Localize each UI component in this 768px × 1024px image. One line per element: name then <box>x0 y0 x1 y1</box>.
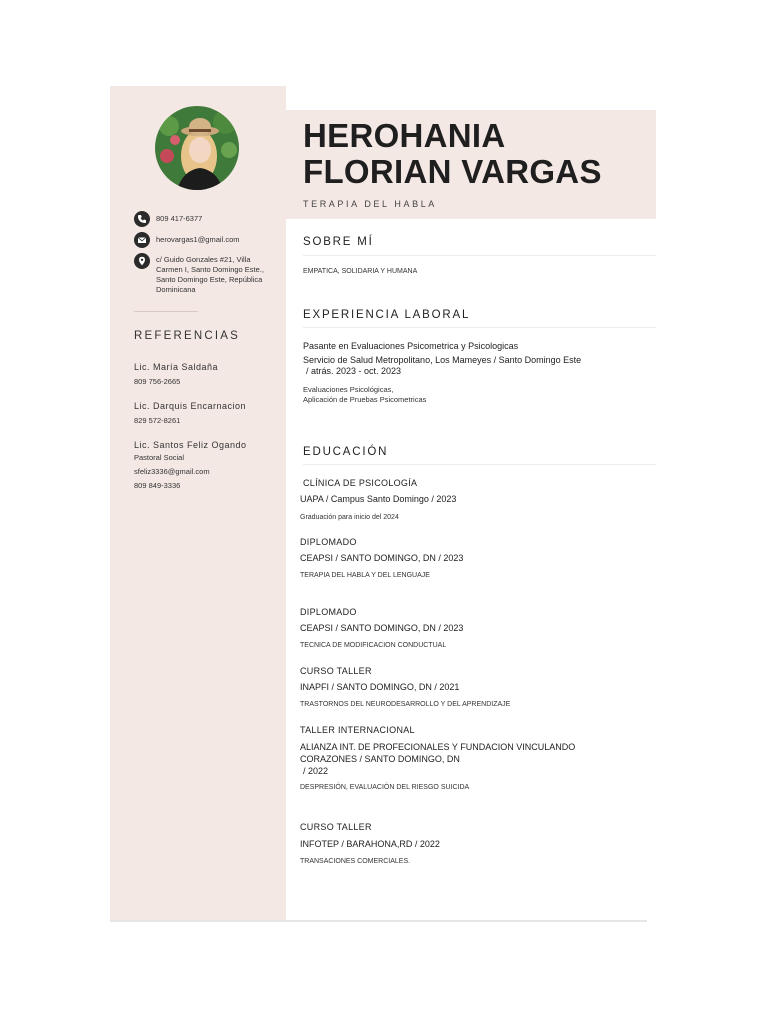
location-pin-icon <box>134 253 150 269</box>
education-institution: CEAPSI / SANTO DOMINGO, DN / 2023 <box>300 553 464 563</box>
education-heading: EDUCACIÓN <box>303 446 389 458</box>
section-divider <box>303 327 656 328</box>
about-text: EMPATICA, SOLIDARIA Y HUMANA <box>303 268 418 275</box>
education-institution: INFOTEP / BARAHONA,RD / 2022 <box>300 839 440 849</box>
contact-address <box>134 253 266 295</box>
phone-icon <box>134 211 150 227</box>
reference-role: Pastoral Social <box>134 453 185 462</box>
education-institution-line: CORAZONES / SANTO DOMINGO, DN <box>300 754 460 764</box>
job-title: Pasante en Evaluaciones Psicometrica y Psicologicas <box>303 341 519 351</box>
job-description <box>303 385 426 405</box>
education-institution: UAPA / Campus Santo Domingo / 2023 <box>300 494 457 504</box>
job-org <box>303 355 581 377</box>
experience-heading: EXPERIENCIA LABORAL <box>303 309 471 321</box>
education-title: TALLER INTERNACIONAL <box>300 725 415 735</box>
address-text: c/ Guido Gonzales #21, Villa Carmen I, Santo Domingo Este., Santo Domingo Este, República Dominicana <box>156 255 264 294</box>
name-line-2: FLORIAN VARGAS <box>303 153 602 190</box>
education-title: DIPLOMADO <box>300 607 357 617</box>
job-dates: / atrás. 2023 - oct. 2023 <box>306 366 402 376</box>
contact-phone <box>134 211 266 227</box>
education-institution-line: ALIANZA INT. DE PROFECIONALES Y FUNDACION VINCULANDO <box>300 742 576 752</box>
education-description: TRASTORNOS DEL NEURODESARROLLO Y DEL APRENDIZAJE <box>300 701 511 708</box>
reference-name: Lic. Darquis Encarnacion <box>134 401 247 411</box>
about-heading: SOBRE MÍ <box>303 236 374 248</box>
email-text: herovargas1@gmail.com <box>156 235 240 244</box>
education-description: TRANSACIONES COMERCIALES. <box>300 858 411 865</box>
reference-phone: 829 572-8261 <box>134 416 181 425</box>
references-heading: REFERENCIAS <box>134 330 240 342</box>
job-desc-line: Evaluaciones Psicológicas, <box>303 385 394 394</box>
phone-text: 809 417-6377 <box>156 214 203 223</box>
job-desc-line: Aplicación de Pruebas Psicometricas <box>303 395 427 404</box>
reference-phone: 809 849-3336 <box>134 481 181 490</box>
job-employer: Servicio de Salud Metropolitano, Los Mameyes / Santo Domingo Este <box>303 355 582 365</box>
education-institution-line: / 2022 <box>303 766 329 776</box>
full-name <box>303 118 602 190</box>
education-description: Graduación para inicio del 2024 <box>300 514 399 521</box>
sidebar-divider <box>134 311 198 312</box>
education-institution: CEAPSI / SANTO DOMINGO, DN / 2023 <box>300 623 464 633</box>
education-institution: INAPFI / SANTO DOMINGO, DN / 2021 <box>300 682 460 692</box>
profile-photo <box>155 106 239 190</box>
reference-name: Lic. María Saldaña <box>134 362 219 372</box>
education-title: DIPLOMADO <box>300 537 357 547</box>
education-description: TECNICA DE MODIFICACION CONDUCTUAL <box>300 642 447 649</box>
education-institution <box>300 741 575 777</box>
profession-subtitle: TERAPIA DEL HABLA <box>303 199 437 209</box>
education-description: DESPRESIÓN, EVALUACIÓN DEL RIESGO SUICIDA <box>300 784 470 791</box>
education-title: CLÍNICA DE PSICOLOGÍA <box>303 478 418 488</box>
section-divider <box>303 464 656 465</box>
reference-email: sfeliz3336@gmail.com <box>134 467 210 476</box>
education-title: CURSO TALLER <box>300 822 372 832</box>
contact-email <box>134 232 266 248</box>
reference-phone: 809 756-2665 <box>134 377 181 386</box>
mail-icon <box>134 232 150 248</box>
education-title: CURSO TALLER <box>300 666 372 676</box>
section-divider <box>303 255 656 256</box>
education-description: TERAPIA DEL HABLA Y DEL LENGUAJE <box>300 572 430 579</box>
reference-name: Lic. Santos Feliz Ogando <box>134 440 247 450</box>
name-line-1: HEROHANIA <box>303 117 506 154</box>
